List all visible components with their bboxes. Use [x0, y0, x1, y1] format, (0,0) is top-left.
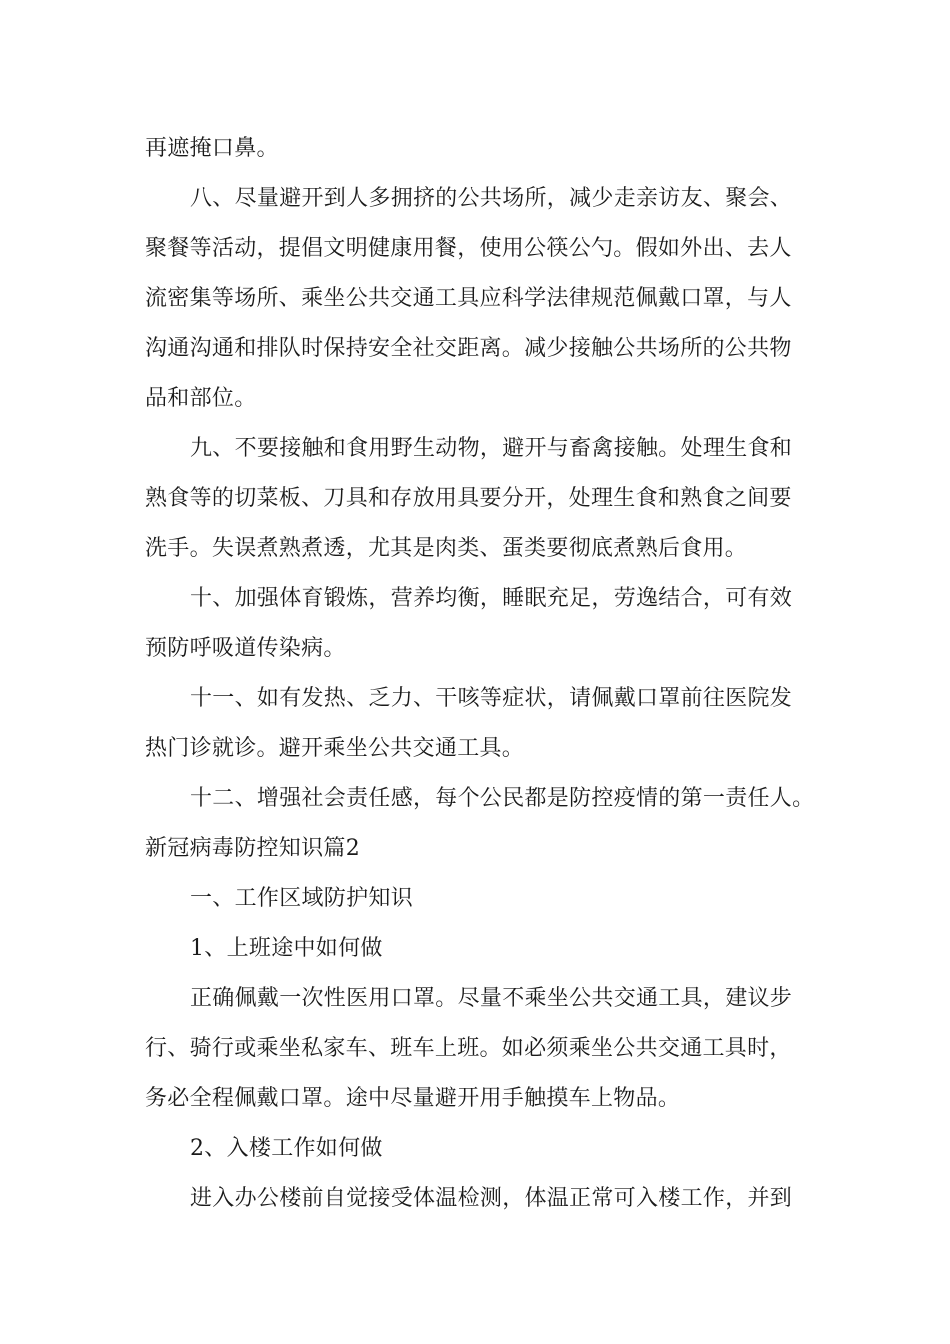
item-heading: 1、上班途中如何做	[190, 936, 383, 961]
paragraph-9-line: 九、不要接触和食用野生动物，避开与畜禽接触。处理生食和	[190, 436, 793, 461]
paragraph-10-line: 十、加强体育锻炼，营养均衡，睡眠充足，劳逸结合，可有效	[190, 586, 793, 611]
text-line: 热门诊就诊。避开乘坐公共交通工具。	[145, 736, 525, 761]
paragraph-line: 进入办公楼前自觉接受体温检测，体温正常可入楼工作，并到	[190, 1186, 793, 1211]
text-line: 预防呼吸道传染病。	[145, 636, 346, 661]
subsection-heading: 一、工作区域防护知识	[190, 886, 414, 911]
paragraph-line: 正确佩戴一次性医用口罩。尽量不乘坐公共交通工具，建议步	[190, 986, 793, 1011]
paragraph-12-line: 十二、增强社会责任感，每个公民都是防控疫情的第一责任人。	[190, 786, 815, 811]
text-line: 聚餐等活动，提倡文明健康用餐，使用公筷公勺。假如外出、去人	[145, 236, 792, 261]
text-line: 熟食等的切菜板、刀具和存放用具要分开，处理生食和熟食之间要	[145, 486, 792, 511]
text-line: 务必全程佩戴口罩。途中尽量避开用手触摸车上物品。	[145, 1086, 681, 1111]
item-heading: 2、入楼工作如何做	[190, 1136, 383, 1161]
text-line: 行、骑行或乘坐私家车、班车上班。如必须乘坐公共交通工具时，	[145, 1036, 792, 1061]
text-line: 沟通沟通和排队时保持安全社交距离。减少接触公共场所的公共物	[145, 336, 792, 361]
text-line: 洗手。失误煮熟煮透，尤其是肉类、蛋类要彻底煮熟后食用。	[145, 536, 748, 561]
section-heading: 新冠病毒防控知识篇2	[145, 836, 360, 861]
text-line: 品和部位。	[145, 386, 257, 411]
text-line: 再遮掩口鼻。	[145, 136, 279, 161]
text-line: 流密集等场所、乘坐公共交通工具应科学法律规范佩戴口罩，与人	[145, 286, 792, 311]
paragraph-8-line: 八、尽量避开到人多拥挤的公共场所，减少走亲访友、聚会、	[190, 186, 793, 211]
paragraph-11-line: 十一、如有发热、乏力、干咳等症状，请佩戴口罩前往医院发	[190, 686, 793, 711]
